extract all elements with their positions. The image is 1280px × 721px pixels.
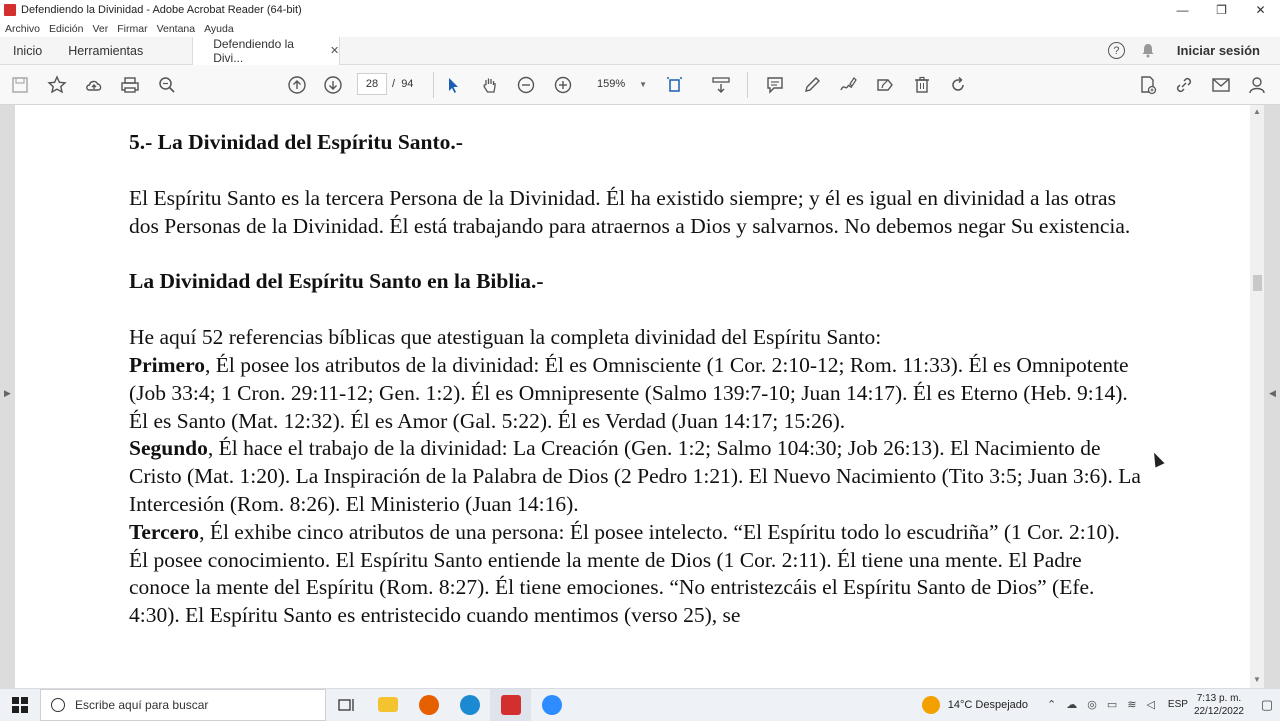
third-label: Tercero [129, 519, 200, 544]
sign-icon[interactable] [837, 74, 859, 96]
left-panel-toggle-icon[interactable]: ▶ [4, 388, 11, 398]
pdf-page [15, 105, 1250, 688]
page-up-icon[interactable] [286, 74, 308, 96]
select-cursor-icon[interactable] [442, 74, 464, 96]
second-text: , Él hace el trabajo de la divinidad: La Creación (Gen. 1:2; Salmo 104:30; Job 26:13). El Nacimiento de Cristo (Mat. 1:20). La Inspiración de la Palabra de Dios (2 Pedro 1:21). El Nuevo Nacimiento (Tito 3:5; Juan 3:6). La Intercesión (Rom. 8:26). El Ministerio (Juan 14:16). [129, 436, 1141, 516]
network-icon[interactable]: ◎ [1087, 699, 1097, 711]
page-total: 94 [401, 78, 414, 90]
menu-ver[interactable]: Ver [92, 22, 109, 35]
battery-icon[interactable]: ▭ [1106, 699, 1118, 711]
section-heading-1: 5.- La Divinidad del Espíritu Santo.- [129, 130, 463, 154]
print-icon[interactable] [119, 74, 141, 96]
volume-icon[interactable]: ◁ [1146, 699, 1155, 711]
link-icon[interactable] [1173, 74, 1195, 96]
hand-tool-icon[interactable] [479, 74, 501, 96]
page-separator: / [392, 78, 396, 90]
intro-paragraph: He aquí 52 referencias bíblicas que atestiguan la completa divinidad del Espíritu Santo: [129, 325, 882, 350]
clock[interactable] [1194, 692, 1244, 718]
toolbar-divider [433, 72, 434, 98]
second-label: Segundo [129, 436, 208, 461]
page-count [392, 78, 413, 90]
zoom-level-value: 159% [597, 78, 626, 90]
scroll-mode-icon[interactable] [710, 74, 732, 96]
first-label: Primero [129, 352, 206, 377]
chevron-down-icon: ▼ [639, 79, 648, 89]
bell-icon[interactable] [1141, 43, 1155, 58]
notification-icon[interactable]: ▢ [1260, 696, 1274, 712]
language-indicator[interactable]: ESP [1167, 699, 1188, 710]
window-titlebar [0, 0, 1280, 20]
acrobat-taskbar-icon[interactable] [490, 689, 531, 721]
firefox-icon[interactable] [408, 689, 449, 721]
close-window-button[interactable]: ✕ [1255, 3, 1266, 17]
cloud-upload-icon[interactable] [83, 74, 105, 96]
menu-archivo[interactable]: Archivo [5, 22, 41, 35]
edit-tag-icon[interactable] [874, 74, 896, 96]
first-text: , Él posee los atributos de la divinidad: Él es Omnisciente (1 Cor. 2:10-12; Rom. 11:33). Él es Omnipotente (Job 33:4; 1 Cron. 29:11-12; Gen. 1:2). Él es Omnipresente (Salmo 139:7-10; Juan 14:17). Él es Eterno (Heb. 9:14). Él es Santo (Mat. 12:32). Él es Amor (Gal. 5:22). Él es Verdad (Juan 14:17; 15:26). [129, 352, 1129, 433]
third-text: , Él exhibe cinco atributos de una persona: Él posee intelecto. “El Espíritu todo lo escudriña” (1 Cor. 2:10). Él posee conocimiento. El Espíritu Santo entiende la mente de Dios (1 Cor. 2:11). Él tiene una mente. El Padre conoce la mente del Espíritu (Rom. 8:27). Él tiene emociones. “No entristezcáis el Espíritu Santo de Dios” (Efe. 4:30). El Espíritu Santo es entristecido cuando mentimos (verso 25), se [129, 519, 1120, 628]
cloud-icon[interactable]: ☁ [1066, 699, 1078, 711]
tab-herramientas[interactable]: Herramientas [68, 43, 144, 58]
page-number-input[interactable]: 28 [357, 73, 387, 95]
system-tray [922, 689, 1280, 721]
weather-icon [922, 696, 940, 714]
maximize-button[interactable]: ❐ [1216, 3, 1227, 17]
zoom-app-icon[interactable] [531, 689, 572, 721]
second-paragraph [129, 435, 1141, 518]
scroll-down-icon[interactable]: ▼ [1253, 675, 1261, 684]
file-explorer-icon[interactable] [367, 689, 408, 721]
tab-inicio[interactable]: Inicio [13, 43, 43, 58]
document-viewer [0, 105, 1280, 688]
start-button[interactable] [0, 689, 40, 721]
rotate-icon[interactable] [947, 74, 969, 96]
zoom-in-icon[interactable] [552, 74, 574, 96]
tab-close-icon[interactable]: ✕ [330, 45, 340, 57]
page-down-icon[interactable] [322, 74, 344, 96]
minimize-button[interactable]: — [1176, 3, 1189, 17]
menu-ventana[interactable]: Ventana [156, 22, 196, 35]
help-icon[interactable]: ? [1108, 42, 1125, 59]
menu-bar [0, 20, 1280, 37]
tab-document[interactable] [192, 37, 340, 65]
toolbar-divider [747, 72, 748, 98]
zoom-out-icon[interactable] [515, 74, 537, 96]
menu-ayuda[interactable]: Ayuda [204, 22, 234, 35]
first-paragraph [129, 352, 1141, 435]
menu-firmar[interactable]: Firmar [117, 22, 148, 35]
export-pdf-icon[interactable] [1137, 74, 1159, 96]
fit-page-icon[interactable] [664, 74, 686, 96]
menu-edicion[interactable]: Edición [49, 22, 84, 35]
vertical-scrollbar[interactable] [1250, 105, 1264, 688]
windows-logo-icon [12, 697, 28, 713]
comment-icon[interactable] [764, 74, 786, 96]
acrobat-app-icon [4, 4, 16, 16]
wifi-icon[interactable]: ≋ [1127, 699, 1137, 711]
windows-taskbar [0, 688, 1280, 720]
clock-date: 22/12/2022 [1193, 705, 1244, 717]
mail-icon[interactable] [1210, 74, 1232, 96]
weather-text[interactable]: 14°C Despejado [947, 698, 1028, 711]
paragraph-1: El Espíritu Santo es la tercera Persona de la Divinidad. Él ha existido siempre; y él es igual en divinidad a las otras dos Personas de la Divinidad. Él está trabajando para atraernos a Dios y salvarnos. No debemos negar Su existencia. [129, 185, 1131, 238]
edge-icon[interactable] [449, 689, 490, 721]
scroll-up-icon[interactable]: ▲ [1253, 107, 1261, 116]
tab-document-label: Defendiendo la Divi... [213, 36, 294, 65]
star-icon[interactable] [46, 74, 68, 96]
tab-bar [0, 37, 1280, 65]
right-panel-toggle-icon[interactable]: ◀ [1269, 388, 1276, 398]
signin-button[interactable]: Iniciar sesión [1176, 43, 1260, 58]
page-content [129, 129, 1141, 630]
clock-time: 7:13 p. m. [1196, 692, 1242, 704]
search-icon [51, 698, 65, 712]
taskbar-search[interactable] [40, 689, 326, 721]
save-icon[interactable] [9, 74, 31, 96]
taskbar-search-placeholder: Escribe aquí para buscar [75, 697, 209, 712]
task-view-icon[interactable] [326, 689, 367, 721]
chevron-up-icon[interactable]: ⌃ [1047, 699, 1057, 711]
pen-icon[interactable] [801, 74, 823, 96]
section-heading-2: La Divinidad del Espíritu Santo en la Biblia.- [129, 269, 544, 294]
share-user-icon[interactable] [1247, 74, 1269, 96]
third-paragraph [129, 519, 1141, 630]
zoom-search-icon[interactable] [156, 74, 178, 96]
scrollbar-thumb[interactable] [1253, 275, 1262, 291]
zoom-level-select[interactable] [589, 73, 647, 95]
trash-icon[interactable] [911, 74, 933, 96]
window-title: Defendiendo la Divinidad - Adobe Acrobat Reader (64-bit) [21, 4, 302, 16]
